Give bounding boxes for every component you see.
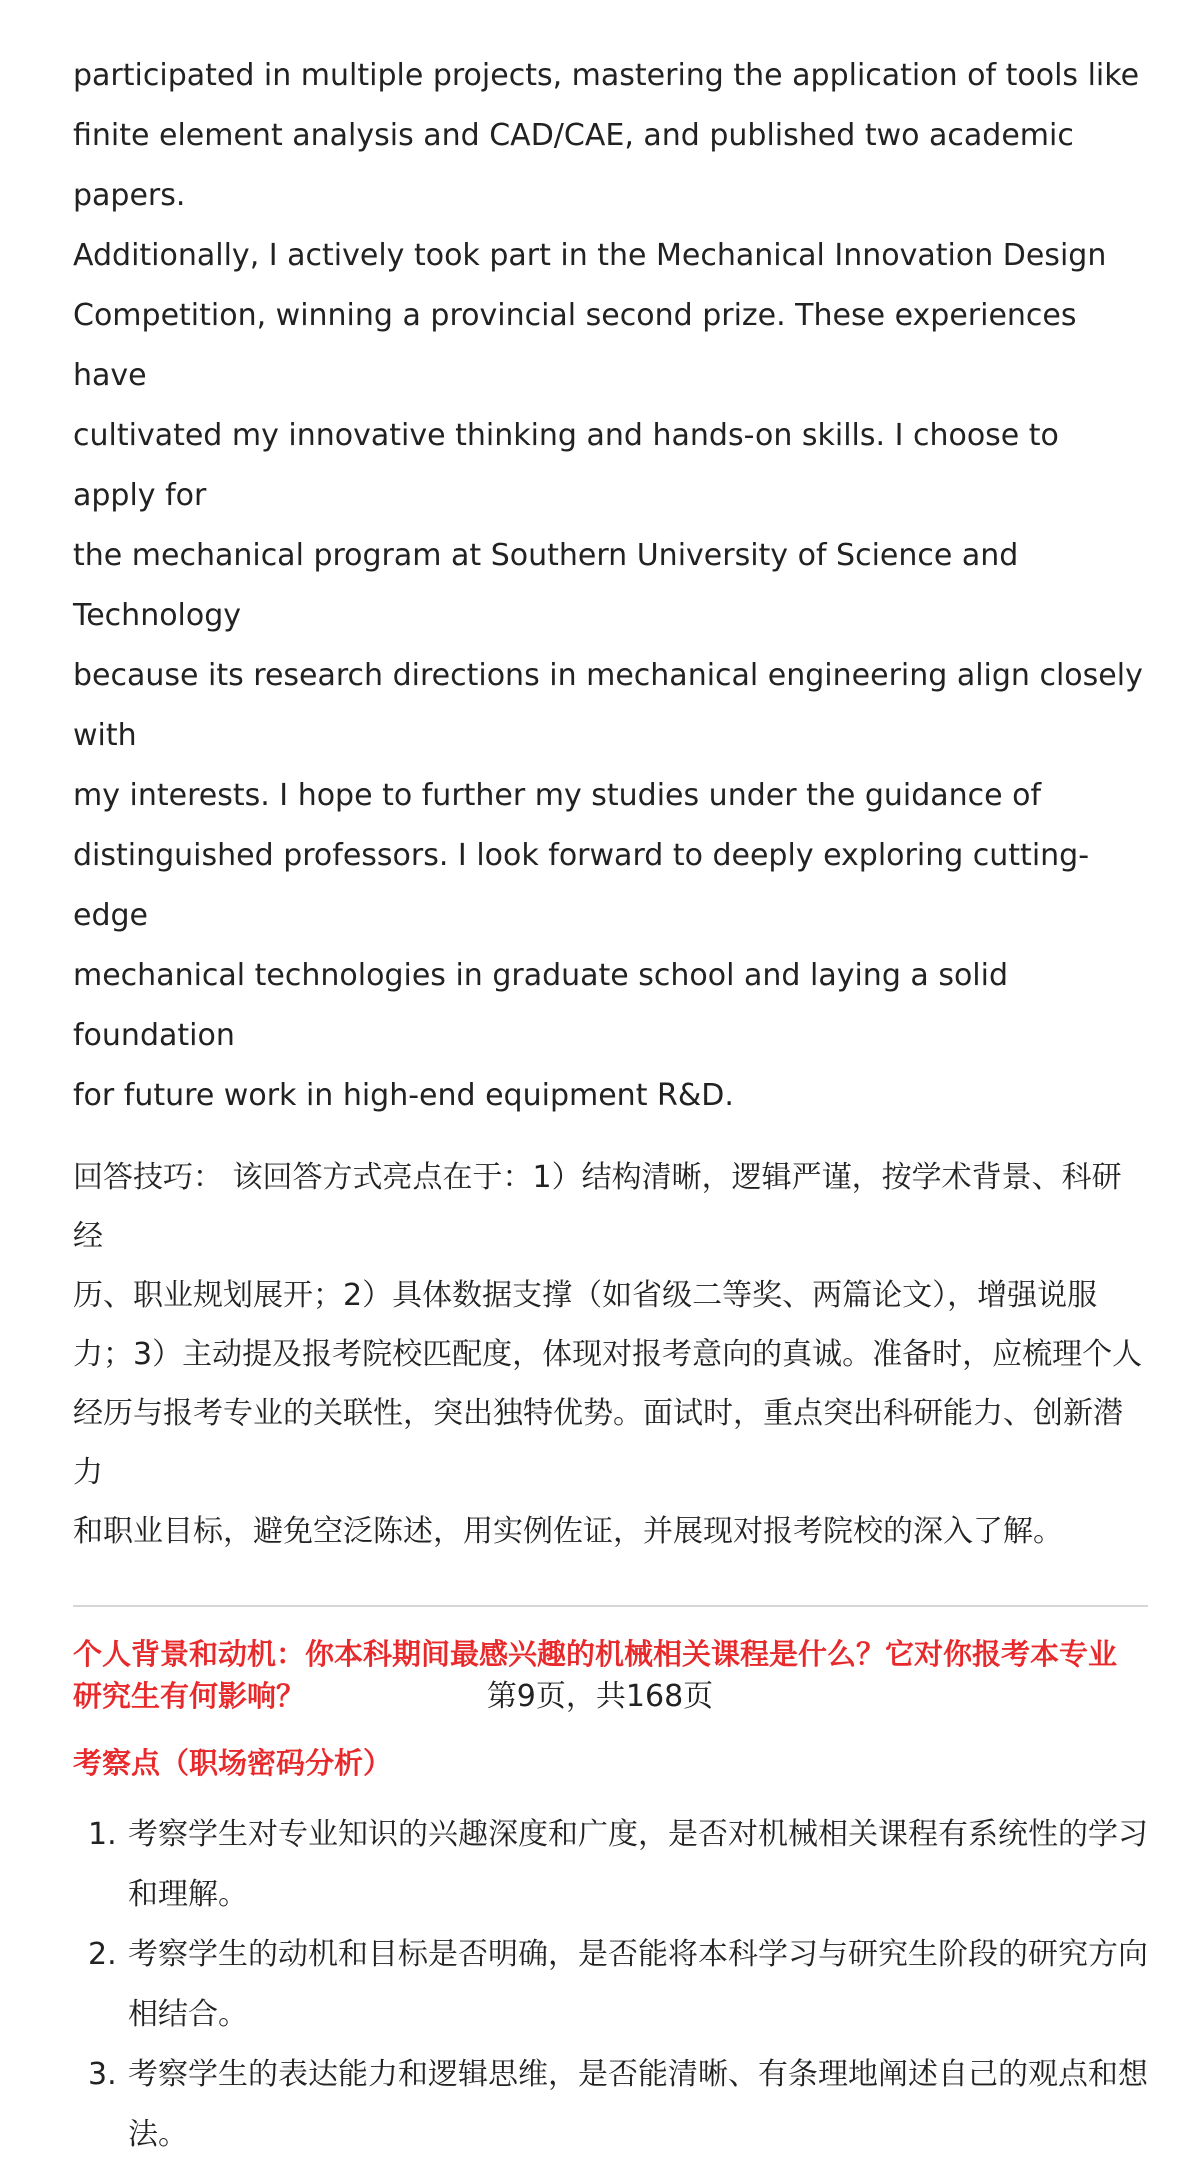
list-item — [73, 1925, 1148, 2045]
list-item-number: 2. — [88, 1937, 117, 1972]
interview-question-heading: 个人背景和动机：你本科期间最感兴趣的机械相关课程是什么？它对你报考本专业 研究生有何影响？ — [73, 1637, 1118, 1713]
answer-tips-paragraph: 回答技巧： 该回答方式亮点在于：1）结构清晰，逻辑严谨，按学术背景、科研经 历、职业规划展开；2）具体数据支撑（如省级二等奖、两篇论文），增强说服 力；3）主动提及报考院校匹配度，体现对报考意向的真诚。准备时，应梳理个人 经历与报考专业的关联性，突出独特优势。面试时，重点突出科研能力、创新潜力 和职业目标，避免空泛陈述，用实例佐证，并展现对报考院校的深入了解。 — [73, 1160, 1143, 1549]
list-item-number: 1. — [88, 1817, 117, 1852]
assessment-points-heading: 考察点（职场密码分析） — [73, 1746, 393, 1780]
list-item-text: 考察学生的动机和目标是否明确，是否能将本科学习与研究生阶段的研究方向 相结合。 — [128, 1937, 1148, 2032]
list-item-text: 考察学生的表达能力和逻辑思维，是否能清晰、有条理地阐述自己的观点和想 法。 — [128, 2057, 1148, 2152]
section-divider — [73, 1605, 1148, 1607]
list-item — [73, 1805, 1148, 1925]
list-item-text: 考察学生对专业知识的兴趣深度和广度，是否对机械相关课程有系统性的学习 和理解。 — [128, 1817, 1148, 1912]
page-number-footer: 第9页，共168页 — [486, 1679, 714, 1714]
document-page — [73, 46, 1148, 2165]
answer-paragraph: participated in multiple projects, mastering the application of tools like finite element analysis and CAD/CAE, and published two academic papers. Additionally, I actively took part in the Mechanical Innovation Design Competition, winning a provincial second prize. These experiences have cultivated my innovative thinking and hands-on skills. I choose to apply for the mechanical program at Southern University of Science and Technology because its research directions in mechanical engineering align closely with my interests. I hope to further my studies under the guidance of distinguished professors. I look forward to deeply exploring cutting-edge mechanical technologies in graduate school and laying a solid foundation for future work in high-end equipment R&D. — [73, 58, 1143, 1113]
list-item-number: 3. — [88, 2057, 117, 2092]
list-item — [73, 2045, 1148, 2165]
assessment-points-list — [73, 1805, 1148, 2165]
